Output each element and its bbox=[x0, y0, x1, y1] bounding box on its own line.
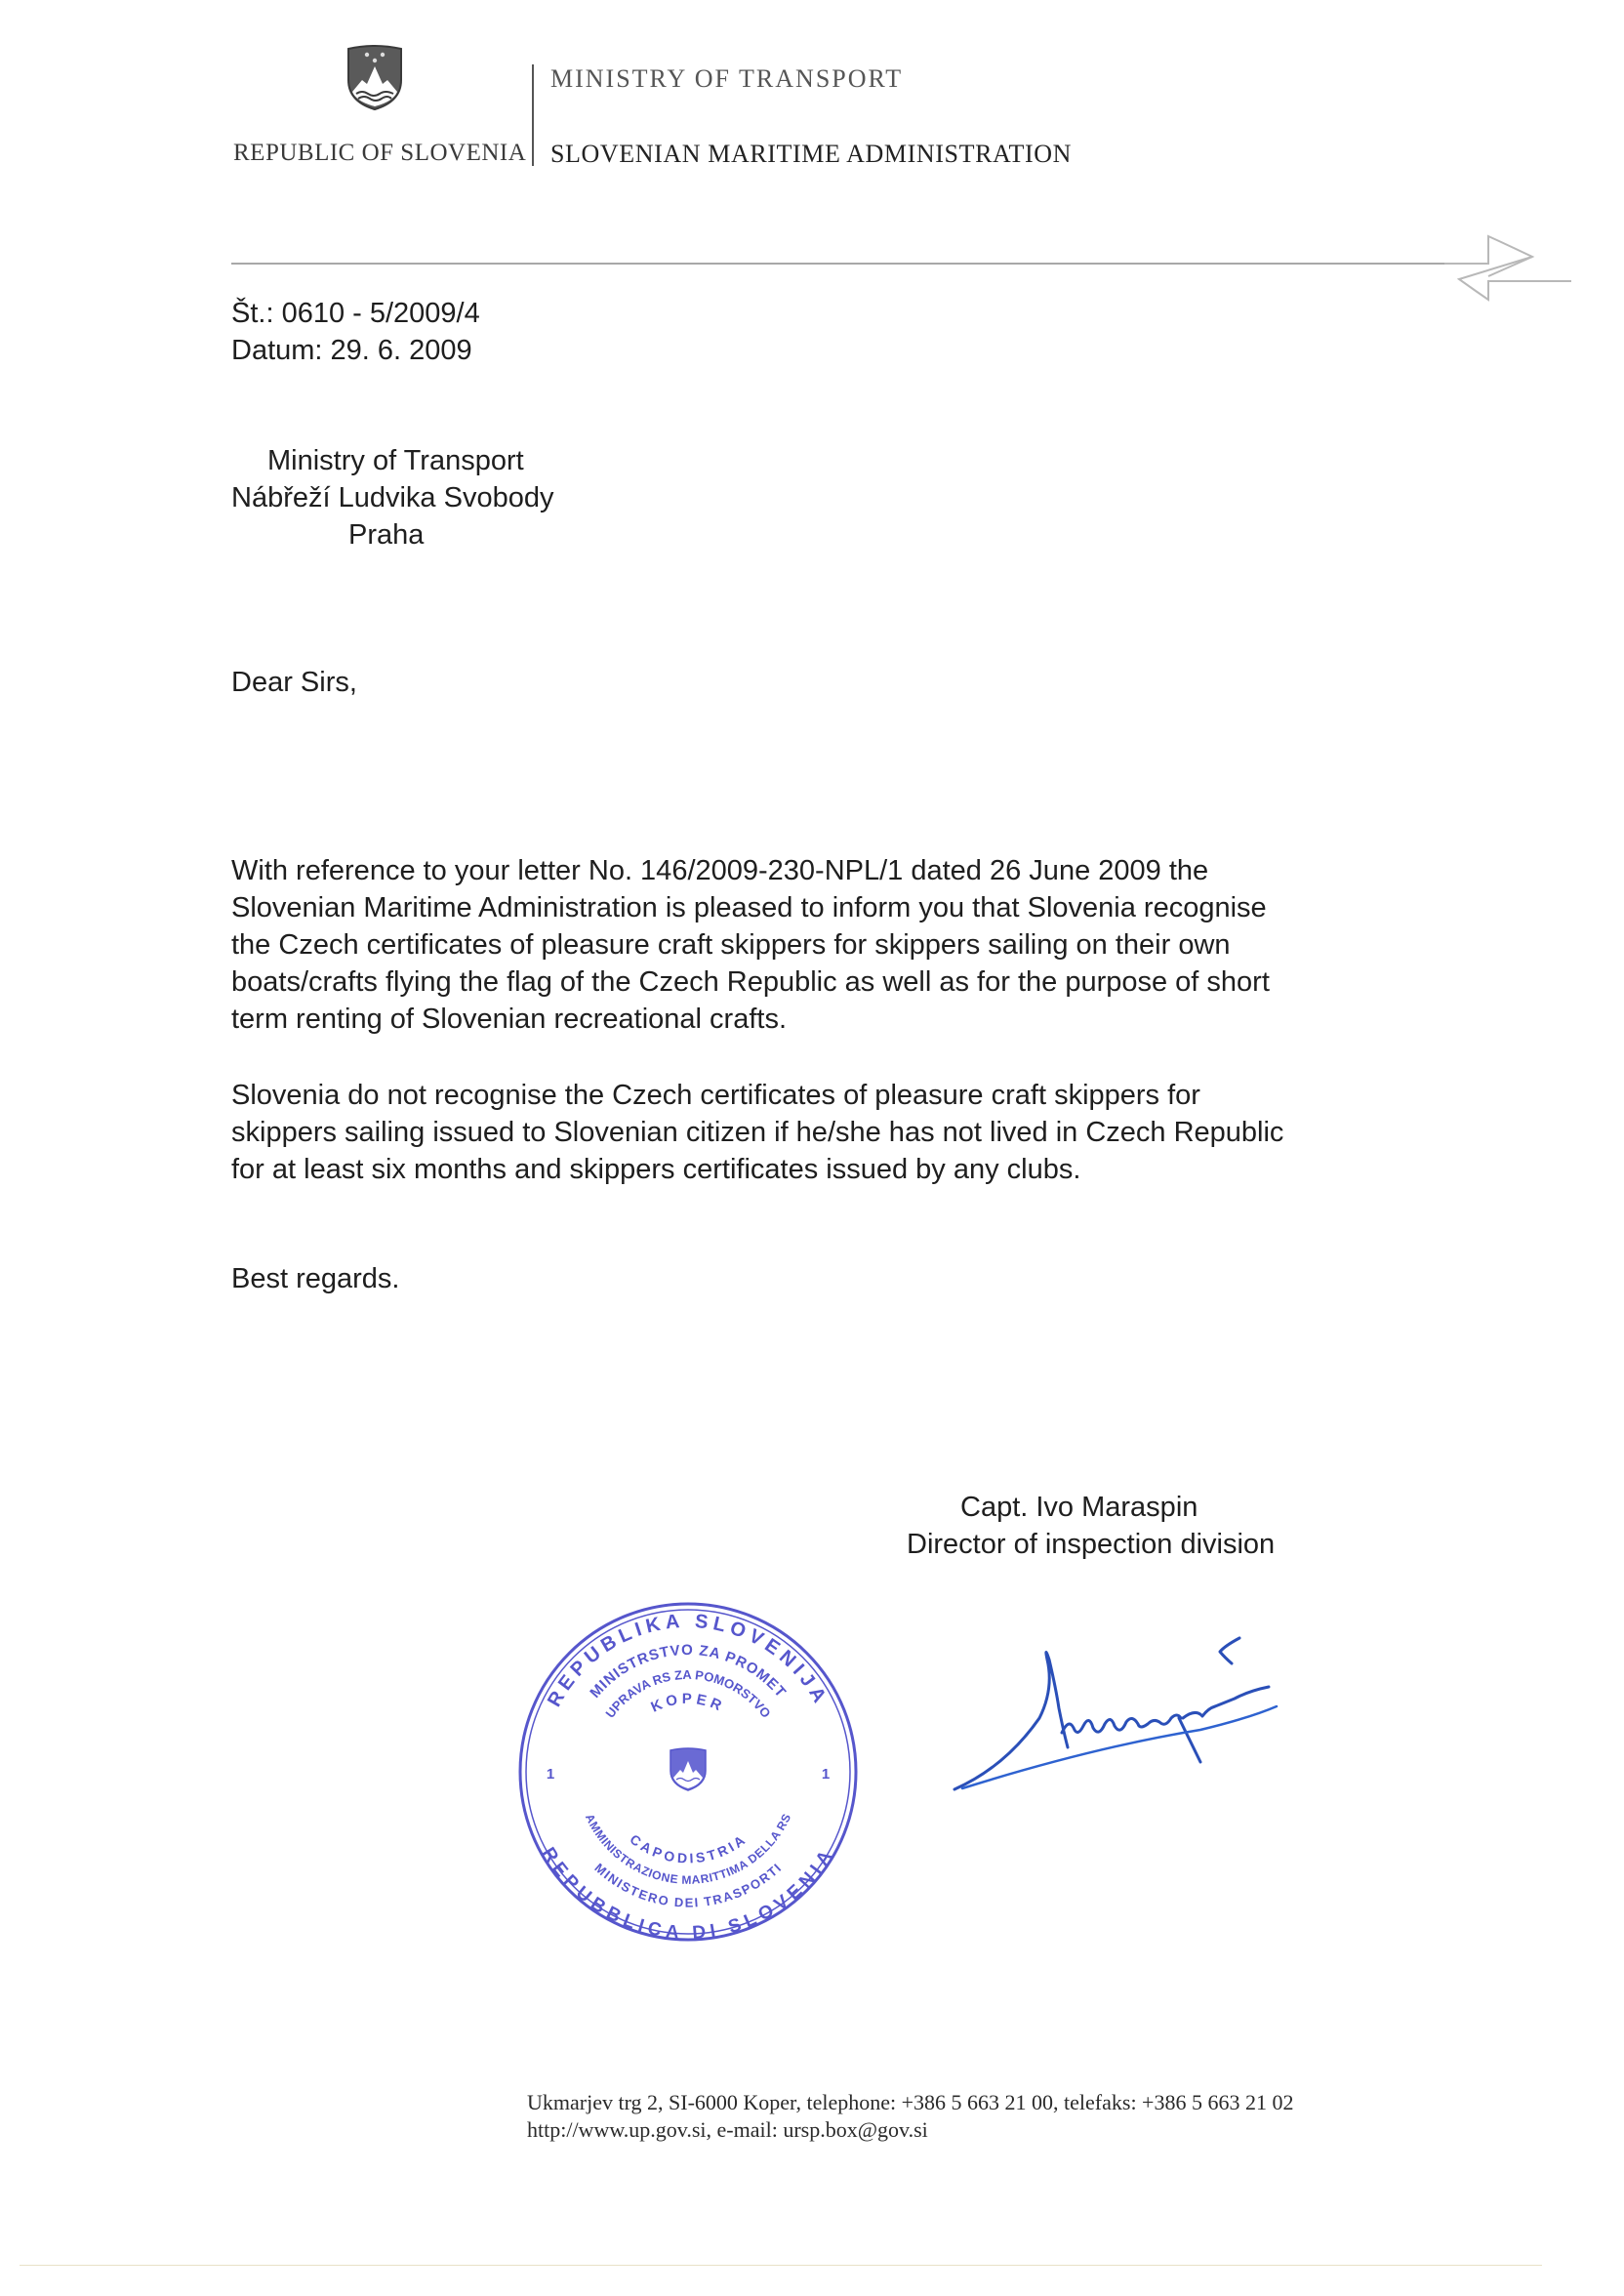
signatory-name: Capt. Ivo Maraspin bbox=[960, 1492, 1198, 1523]
double-arrow-icon bbox=[1444, 232, 1581, 303]
stamp-number-left: 1 bbox=[546, 1766, 555, 1783]
official-stamp bbox=[517, 1601, 859, 1943]
footer-address: Ukmarjev trg 2, SI-6000 Koper, telephone: +386 5 663 21 00, telefaks: +386 5 663 21 02 bbox=[527, 2090, 1294, 2114]
handwritten-signature bbox=[947, 1620, 1288, 1796]
stamp-inner-bottom-3: MINISTERO DEI TRASPORTI bbox=[591, 1860, 785, 1910]
salutation: Dear Sirs, bbox=[231, 667, 357, 698]
stamp-number-right: 1 bbox=[821, 1766, 831, 1783]
recipient-line-3: Praha bbox=[348, 519, 425, 551]
bottom-rule bbox=[20, 2265, 1542, 2266]
body-paragraph-1 bbox=[231, 852, 1270, 1038]
stamp-inner-top-1: MINISTRSTVO ZA PROMET bbox=[587, 1641, 790, 1702]
reference-number: Št.: 0610 - 5/2009/4 bbox=[231, 298, 480, 329]
body-line: skippers sailing issued to Slovenian citizen if he/she has not lived in Czech Republic bbox=[231, 1117, 1284, 1148]
stamp-inner-top-3: KOPER bbox=[648, 1690, 728, 1716]
slovenia-coat-of-arms-icon bbox=[346, 45, 403, 111]
stamp-outer-bottom: REPUBBLICA DI SLOVENIA bbox=[537, 1843, 839, 1944]
stamp-outer-top: REPUBLIKA SLOVENIJA bbox=[544, 1610, 832, 1711]
country-name: REPUBLIC OF SLOVENIA bbox=[233, 140, 527, 166]
body-line: term renting of Slovenian recreational crafts. bbox=[231, 1004, 787, 1035]
body-line: With reference to your letter No. 146/2009-230-NPL/1 dated 26 June 2009 the bbox=[231, 855, 1209, 886]
stamp-inner-bottom-2: AMMINISTRAZIONE MARITTIMA DELLA RS bbox=[582, 1811, 794, 1887]
letterhead-divider bbox=[532, 64, 534, 166]
header-rule bbox=[231, 263, 1471, 265]
closing: Best regards. bbox=[231, 1263, 400, 1294]
reference-date: Datum: 29. 6. 2009 bbox=[231, 335, 472, 366]
recipient-line-1: Ministry of Transport bbox=[267, 445, 524, 476]
body-paragraph-2 bbox=[231, 1077, 1283, 1188]
administration-name: SLOVENIAN MARITIME ADMINISTRATION bbox=[550, 140, 1072, 168]
stamp-inner-bottom-1: CAPODISTRIA bbox=[627, 1830, 750, 1866]
body-line: Slovenian Maritime Administration is pleased to inform you that Slovenia recognise bbox=[231, 892, 1267, 923]
recipient-line-2: Nábřeží Ludvika Svobody bbox=[231, 482, 554, 513]
body-line: the Czech certificates of pleasure craft skippers for skippers sailing on their own bbox=[231, 929, 1231, 961]
body-line: Slovenia do not recognise the Czech certificates of pleasure craft skippers for bbox=[231, 1080, 1200, 1111]
signatory-title: Director of inspection division bbox=[907, 1529, 1276, 1560]
body-line: for at least six months and skippers certificates issued by any clubs. bbox=[231, 1154, 1081, 1185]
ministry-name: MINISTRY OF TRANSPORT bbox=[550, 64, 904, 93]
body-line: boats/crafts flying the flag of the Czech Republic as well as for the purpose of short bbox=[231, 966, 1270, 998]
footer-contact: http://www.up.gov.si, e-mail: ursp.box@gov.si bbox=[527, 2117, 928, 2142]
stamp-inner-top-2: UPRAVA RS ZA POMORSTVO bbox=[602, 1666, 774, 1721]
stamp-coat-of-arms-icon bbox=[670, 1748, 706, 1790]
